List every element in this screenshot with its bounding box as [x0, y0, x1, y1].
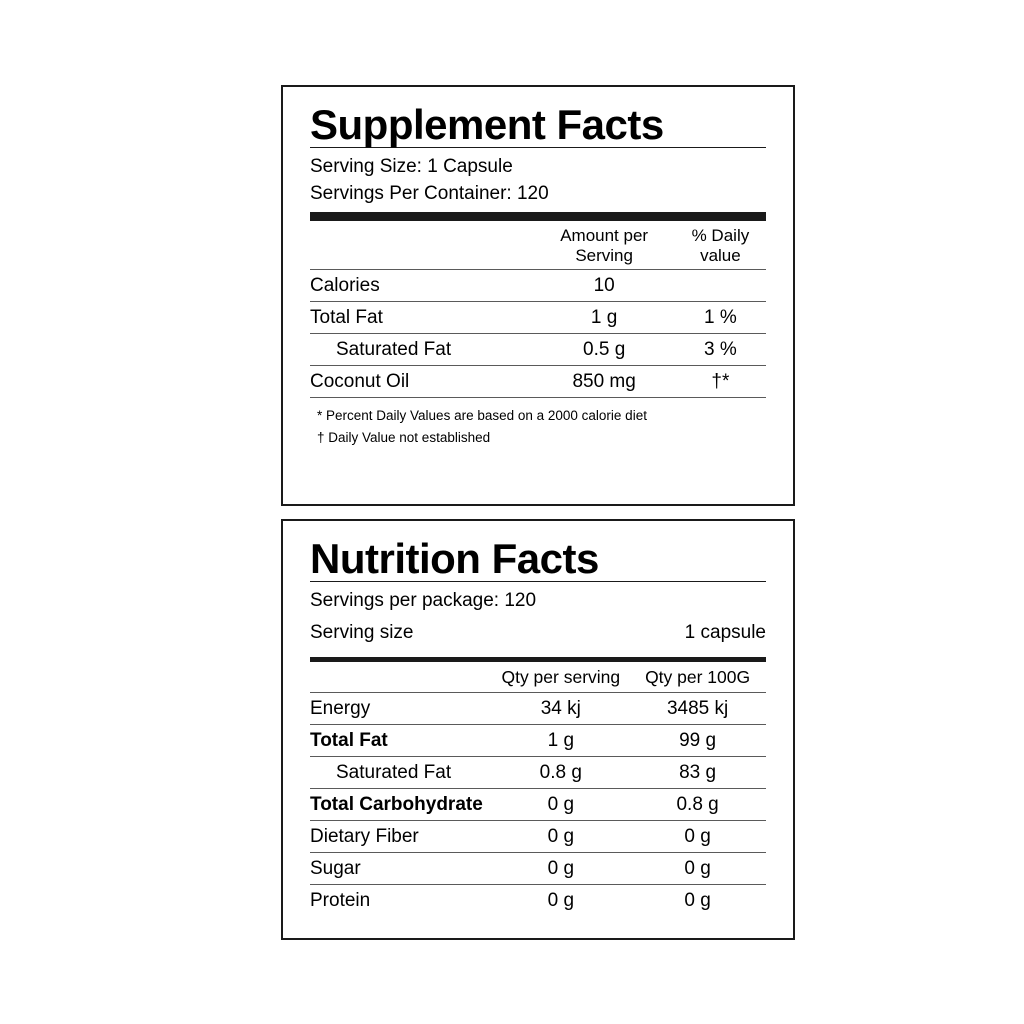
table-row [310, 724, 766, 756]
table-row [310, 334, 766, 366]
row-label: Calories [310, 270, 533, 302]
row-qty-serving: 0 g [492, 820, 629, 852]
row-label: Total Fat [310, 724, 492, 756]
supplement-facts-table [310, 221, 766, 398]
row-qty-100g: 99 g [629, 724, 766, 756]
supplement-facts-panel [281, 85, 795, 506]
row-qty-serving: 0 g [492, 788, 629, 820]
row-label: Saturated Fat [310, 334, 533, 366]
servings-per-package-text: Servings per package: 120 [310, 590, 537, 612]
row-qty-serving: 0 g [492, 852, 629, 884]
header-amount-line1: Amount per [560, 226, 649, 246]
header-daily-value [675, 221, 766, 270]
header-amount-line2: Serving [575, 245, 633, 265]
header-qty-per-100g: Qty per 100G [629, 662, 766, 693]
row-qty-100g: 0 g [629, 852, 766, 884]
row-amount: 850 mg [533, 366, 674, 398]
servings-per-container-text: Servings Per Container: 120 [310, 183, 549, 205]
row-dv: †* [675, 366, 766, 398]
header-dv-line1: % Daily [691, 226, 750, 246]
table-row [310, 270, 766, 302]
row-amount: 0.5 g [533, 334, 674, 366]
row-label: Coconut Oil [310, 366, 533, 398]
row-label: Sugar [310, 852, 492, 884]
nutrition-serving-size-row [299, 619, 777, 647]
header-amount-per-serving [533, 221, 674, 270]
table-row [310, 366, 766, 398]
table-row [310, 852, 766, 884]
row-qty-100g: 0.8 g [629, 788, 766, 820]
footnote-daily-value-not-established: † Daily Value not established [317, 429, 491, 445]
row-qty-serving: 0 g [547, 889, 575, 911]
nutrition-serving-info [299, 582, 777, 619]
row-amount: 1 g [533, 302, 674, 334]
row-amount: 10 [533, 270, 674, 302]
row-qty-100g: 0 g [629, 820, 766, 852]
table-row [310, 884, 766, 916]
row-qty-100g: 3485 kj [629, 692, 766, 724]
header-blank [310, 662, 492, 693]
row-dv: 3 % [675, 334, 766, 366]
row-dv [675, 270, 766, 302]
thick-divider [310, 212, 766, 221]
supplement-table-header [310, 221, 766, 270]
row-qty-serving: 34 kj [492, 692, 629, 724]
nutrition-facts-title: Nutrition Facts [310, 535, 599, 582]
row-label: Saturated Fat [310, 756, 492, 788]
row-qty-serving: 1 g [492, 724, 629, 756]
row-qty-100g: 83 g [629, 756, 766, 788]
table-row [310, 302, 766, 334]
table-row [310, 756, 766, 788]
table-row [310, 820, 766, 852]
row-label: Dietary Fiber [310, 820, 492, 852]
nutrition-facts-table [310, 662, 766, 916]
serving-size-label: Serving size [310, 622, 414, 644]
row-label: Total Fat [310, 302, 533, 334]
footnote-percent-daily-value: * Percent Daily Values are based on a 2000 calorie diet [317, 408, 647, 424]
nutrition-facts-panel [281, 519, 795, 940]
row-label: Total Carbohydrate [310, 788, 492, 820]
row-qty-100g: 0 g [684, 889, 711, 911]
supplement-footnotes [299, 398, 777, 448]
serving-size-text: Serving Size: 1 Capsule [310, 156, 513, 178]
header-qty-per-serving: Qty per serving [492, 662, 629, 693]
header-blank [310, 221, 533, 270]
supplement-facts-title: Supplement Facts [310, 101, 664, 148]
serving-size-value: 1 capsule [684, 622, 766, 644]
table-row [310, 788, 766, 820]
row-qty-serving: 0.8 g [492, 756, 629, 788]
table-row [310, 692, 766, 724]
nutrition-table-header [310, 662, 766, 693]
row-dv: 1 % [675, 302, 766, 334]
supplement-serving-info [299, 148, 777, 212]
row-label: Protein [310, 889, 371, 911]
header-dv-line2: value [700, 245, 741, 265]
row-label: Energy [310, 692, 492, 724]
